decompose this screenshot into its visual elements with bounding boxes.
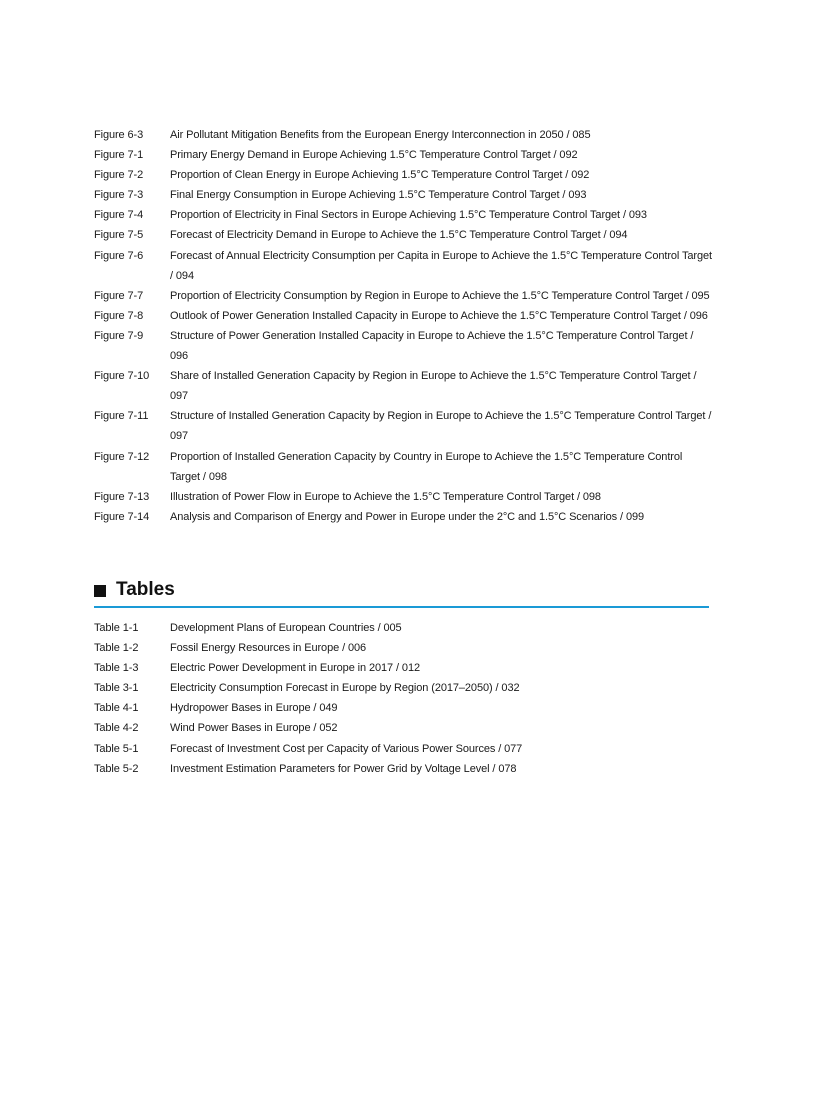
figure-label: Figure 7-12 — [94, 450, 150, 463]
black-square-icon — [94, 585, 106, 597]
list-of-figures — [94, 125, 714, 527]
table-entry — [94, 658, 714, 678]
table-entry — [94, 638, 714, 658]
figure-label: Figure 7-1 — [94, 149, 144, 162]
figure-label: Figure 7-8 — [94, 309, 144, 322]
table-label: Table 1-2 — [94, 642, 139, 655]
figure-label: Figure 7-13 — [94, 490, 150, 503]
section-title: Tables — [116, 579, 175, 600]
figure-title: Forecast of Annual Electricity Consumption per Capita in Europe to Achieve the 1.5°C Temperature Control Target / 094 — [170, 249, 712, 282]
table-entry — [94, 618, 714, 638]
figure-entry — [94, 447, 714, 487]
figure-label: Figure 6-3 — [94, 129, 144, 141]
figure-label: Figure 7-11 — [94, 410, 149, 423]
figure-title: Outlook of Power Generation Installed Capacity in Europe to Achieve the 1.5°C Temperature Control Target / 096 — [170, 309, 708, 322]
table-title: Wind Power Bases in Europe / 052 — [170, 722, 338, 735]
figure-title: Proportion of Installed Generation Capacity by Country in Europe to Achieve the 1.5°C Temperature Control Target / 098 — [170, 450, 683, 483]
figure-title: Air Pollutant Mitigation Benefits from the European Energy Interconnection in 2050 / 085 — [170, 129, 591, 141]
table-title: Electricity Consumption Forecast in Europe by Region (2017–2050) / 032 — [170, 682, 520, 695]
table-label: Table 4-2 — [94, 722, 139, 735]
figure-entry — [94, 366, 714, 406]
figure-entry — [94, 286, 714, 306]
figure-entry — [94, 487, 714, 507]
figure-title: Proportion of Electricity Consumption by Region in Europe to Achieve the 1.5°C Temperature Control Target / 095 — [170, 289, 710, 302]
figure-label: Figure 7-14 — [94, 510, 150, 523]
figure-title: Forecast of Electricity Demand in Europe to Achieve the 1.5°C Temperature Control Target / 094 — [170, 229, 628, 242]
figure-title: Illustration of Power Flow in Europe to Achieve the 1.5°C Temperature Control Target / 098 — [170, 490, 601, 503]
figure-entry — [94, 165, 714, 185]
table-label: Table 4-1 — [94, 702, 139, 715]
table-entry — [94, 718, 714, 738]
table-title: Electric Power Development in Europe in 2017 / 012 — [170, 662, 420, 675]
list-of-tables — [94, 618, 714, 779]
table-title: Investment Estimation Parameters for Power Grid by Voltage Level / 078 — [170, 762, 517, 775]
figure-title: Primary Energy Demand in Europe Achieving 1.5°C Temperature Control Target / 092 — [170, 149, 578, 162]
figure-entry — [94, 145, 714, 165]
table-entry — [94, 698, 714, 718]
figure-entry — [94, 507, 714, 527]
figure-title: Final Energy Consumption in Europe Achieving 1.5°C Temperature Control Target / 093 — [170, 189, 587, 202]
figure-entry — [94, 326, 714, 366]
figure-label: Figure 7-7 — [94, 289, 144, 302]
table-label: Table 5-2 — [94, 762, 139, 775]
table-label: Table 5-1 — [94, 742, 139, 755]
table-title: Development Plans of European Countries / 005 — [170, 622, 402, 634]
figure-title: Structure of Installed Generation Capacity by Region in Europe to Achieve the 1.5°C Temperature Control Target / 097 — [170, 410, 712, 443]
table-label: Table 1-1 — [94, 622, 139, 634]
figure-title: Proportion of Electricity in Final Sectors in Europe Achieving 1.5°C Temperature Control Target / 093 — [170, 209, 647, 222]
figure-entry — [94, 125, 714, 145]
figure-title: Proportion of Clean Energy in Europe Achieving 1.5°C Temperature Control Target / 092 — [170, 169, 590, 182]
table-title: Forecast of Investment Cost per Capacity of Various Power Sources / 077 — [170, 742, 523, 755]
figure-entry — [94, 205, 714, 225]
figure-label: Figure 7-5 — [94, 229, 144, 242]
figure-title: Analysis and Comparison of Energy and Power in Europe under the 2°C and 1.5°C Scenarios / 099 — [170, 510, 645, 523]
figure-entry — [94, 406, 714, 446]
figure-label: Figure 7-3 — [94, 189, 144, 202]
table-entry — [94, 739, 714, 759]
figure-entry — [94, 225, 714, 245]
table-entry — [94, 678, 714, 698]
figure-label: Figure 7-2 — [94, 169, 144, 182]
figure-title: Share of Installed Generation Capacity by Region in Europe to Achieve the 1.5°C Temperature Control Target / 097 — [170, 370, 697, 403]
tables-section-heading — [94, 578, 709, 608]
table-label: Table 1-3 — [94, 662, 139, 675]
figure-entry — [94, 306, 714, 326]
table-title: Hydropower Bases in Europe / 049 — [170, 702, 338, 715]
table-title: Fossil Energy Resources in Europe / 006 — [170, 642, 367, 655]
table-label: Table 3-1 — [94, 682, 139, 695]
figure-label: Figure 7-4 — [94, 209, 144, 222]
figure-label: Figure 7-6 — [94, 249, 144, 262]
table-entry — [94, 759, 714, 779]
figure-label: Figure 7-9 — [94, 329, 144, 342]
figure-entry — [94, 246, 714, 286]
figure-entry — [94, 185, 714, 205]
figure-label: Figure 7-10 — [94, 370, 150, 383]
figure-title: Structure of Power Generation Installed Capacity in Europe to Achieve the 1.5°C Temperature Control Target / 096 — [170, 329, 694, 363]
